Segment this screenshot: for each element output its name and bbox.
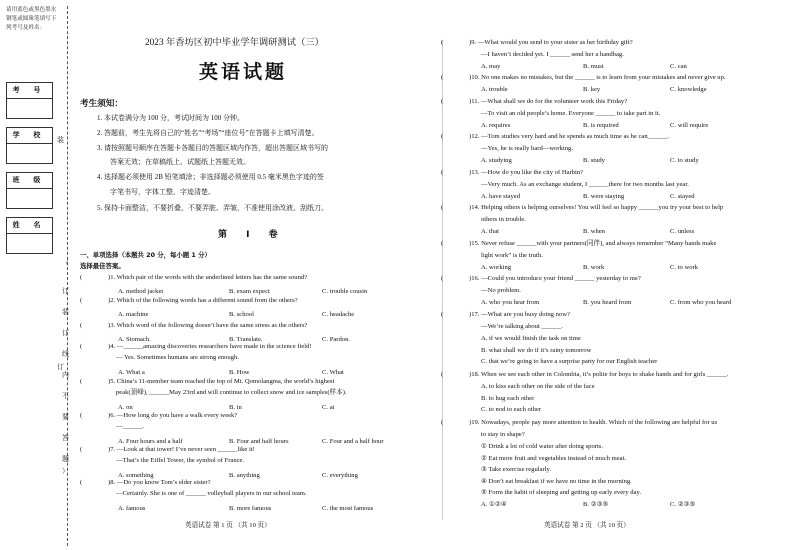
answer-option: B. is required bbox=[583, 122, 619, 129]
answer-bracket: ( bbox=[80, 378, 83, 385]
question-text: )18. When we see each other in Colombia, it’s polite for boys to shake hands and for girls ______. bbox=[469, 371, 729, 378]
answer-option: B. were staying bbox=[583, 193, 625, 200]
question-text: )16. —Could you introduce your friend ______ yesterday to me? bbox=[469, 275, 641, 282]
question-text: )15. Never refuse ______with your partners(同伴), and always remember “Many hands make bbox=[469, 240, 717, 247]
answer-bracket: ( bbox=[441, 204, 444, 211]
answer-bracket: ( bbox=[441, 98, 444, 105]
answer-option: C. to study bbox=[670, 157, 699, 164]
answer-option: C. to work bbox=[670, 264, 699, 271]
answer-option: A. famous bbox=[118, 505, 146, 512]
notice-heading: 考生须知： bbox=[80, 99, 123, 109]
answer-option: B. more famous bbox=[229, 505, 272, 512]
question-text: )14. Helping others is helping ourselves! You will feel so happy ______you try your best to help bbox=[469, 204, 724, 211]
binding-char: 订 bbox=[62, 287, 69, 295]
question-text: )5. China’s 11-member team reached the top of Mt. Qomolangma, the world’s highest bbox=[108, 378, 335, 385]
answer-option: C. Pardon. bbox=[322, 336, 351, 343]
answer-option: A. who you hear from bbox=[481, 299, 540, 306]
name-label: 姓 名 bbox=[7, 218, 52, 234]
part1-instruction: 选择最佳答案。 bbox=[80, 262, 125, 270]
answer-bracket: ( bbox=[80, 322, 83, 329]
question-subtext: peak(顶峰), ______May 23rd and will continue to collect snow and ice samples(样本). bbox=[116, 389, 347, 396]
exam-number-label: 考 号 bbox=[7, 83, 52, 99]
answer-option: C. from who you heard bbox=[670, 299, 732, 306]
answer-option: B. school bbox=[229, 311, 254, 318]
subject-title: 英语试题 bbox=[199, 61, 288, 83]
notice-item-3b: 答案无效；在草稿纸上、试题纸上答题无效。 bbox=[110, 158, 250, 166]
notice-item-4: 4. 选择题必须使用 2B 铅笔填涂；非选择题必须使用 0.5 毫米黑色字迹的签 bbox=[97, 173, 324, 181]
binding-char: 答 bbox=[62, 434, 69, 442]
question-text: )3. Which word of the following doesn’t have the same stress as the others? bbox=[108, 322, 308, 329]
answer-option: B. in bbox=[229, 404, 242, 411]
answer-option: B. Four and half hours bbox=[229, 438, 289, 445]
answer-option: ② Eat more fruit and vegetables instead of much meat. bbox=[481, 454, 627, 462]
answer-option: A. may bbox=[481, 63, 501, 70]
answer-option: C. at bbox=[322, 404, 335, 411]
answer-option: B. anything bbox=[229, 472, 260, 479]
answer-option: A. to kiss each other on the side of the face bbox=[481, 383, 595, 390]
answer-option: C. What bbox=[322, 369, 344, 376]
answer-bracket: ( bbox=[441, 371, 444, 378]
binding-char: 装 bbox=[62, 308, 69, 316]
answer-option: B. How bbox=[229, 369, 250, 376]
answer-option: C. ②③⑤ bbox=[670, 501, 696, 508]
answer-option: ① Drink a lot of cold water after doing sports. bbox=[481, 443, 604, 450]
answer-option: A. machine bbox=[118, 311, 149, 318]
question-subtext: —To visit an old people’s home. Everyone ______ to take part in it. bbox=[481, 110, 661, 117]
answer-option: B. key bbox=[583, 86, 601, 93]
binding-mark-1: 装 bbox=[57, 136, 64, 144]
answer-option: B. ②③⑤ bbox=[583, 501, 609, 508]
answer-bracket: ( bbox=[441, 240, 444, 247]
question-text: )19. Nowadays, people pay more attention to health. Which of the following are helpful for us bbox=[469, 419, 718, 426]
answer-bracket: ( bbox=[441, 311, 444, 318]
binding-char: 线 bbox=[62, 350, 69, 358]
answer-option: ④ Don’t eat breakfast if we have no time in the morning. bbox=[481, 477, 632, 485]
answer-option: A. Stomach. bbox=[118, 336, 151, 343]
notice-item-5: 5. 保持卡面整洁，不要折叠、不要弄脏、弄皱，不准使用涂改液、刮纸刀。 bbox=[97, 204, 328, 212]
question-subtext: light work” is the truth. bbox=[481, 252, 543, 259]
question-text: )10. No one makes no mistakes, but the ______ is to learn from your mistakes and never give up. bbox=[469, 74, 726, 81]
question-subtext: —Very much. As an exchange student, I ______there for two months last year. bbox=[481, 181, 689, 188]
question-subtext: to stay in shape? bbox=[481, 431, 525, 438]
answer-option: B. exam expect bbox=[229, 288, 270, 295]
answer-option: B. work bbox=[583, 264, 605, 271]
answer-option: C. Four and a half hour bbox=[322, 438, 384, 445]
footer-right: 英语试卷 第 2 页 （共 10 页） bbox=[544, 522, 630, 529]
binding-note: 请用蓝色或黑色墨水钢笔或圆珠笔填写下列考号及姓名： bbox=[6, 7, 57, 31]
answer-option: A. something bbox=[118, 472, 154, 479]
answer-option: B. what shall we do if it’s rainy tomorrow bbox=[481, 346, 592, 354]
question-text: )1. Which pair of the words with the underlined letters has the same sound? bbox=[108, 274, 308, 281]
answer-option: C. to nod to each other bbox=[481, 406, 542, 414]
answer-option: A. on bbox=[118, 404, 133, 411]
question-subtext: —Certainly. She is one of ______ volleyball players in our school team. bbox=[116, 490, 307, 497]
answer-bracket: ( bbox=[441, 419, 444, 426]
class-label: 班 级 bbox=[7, 173, 52, 189]
answer-option: A. if we would finish the task on time bbox=[481, 335, 581, 342]
binding-char: 订 bbox=[62, 329, 69, 337]
answer-option: C. will require bbox=[670, 122, 709, 129]
answer-option: A. studying bbox=[481, 157, 512, 164]
answer-option: A. ①②④ bbox=[481, 501, 507, 508]
answer-option: B. study bbox=[583, 157, 605, 164]
question-subtext: —No problem. bbox=[481, 287, 521, 294]
answer-option: A. requires bbox=[481, 122, 511, 129]
binding-char: ） bbox=[62, 467, 69, 475]
school-label: 学 校 bbox=[7, 128, 52, 144]
answer-option: C. knowledge bbox=[670, 86, 707, 93]
question-text: )7. —Look at that tower! I’ve never seen ______like it! bbox=[108, 446, 255, 453]
binding-char: 要 bbox=[62, 413, 69, 421]
notice-item-4b: 字笔书写，字体工整、字迹清楚。 bbox=[110, 188, 215, 196]
answer-option: A. that bbox=[481, 228, 499, 235]
answer-option: A. have stayed bbox=[481, 193, 520, 200]
binding-dashed-line bbox=[67, 6, 68, 546]
question-subtext: —That’s the Eiffel Tower, the symbol of France. bbox=[116, 457, 245, 464]
answer-bracket: ( bbox=[80, 274, 83, 281]
answer-option: C. trouble cousin bbox=[322, 288, 368, 295]
answer-option: C. everything bbox=[322, 472, 358, 479]
notice-item-1: 1. 本试卷满分为 100 分，考试时间为 100 分钟。 bbox=[97, 114, 244, 122]
binding-char: 不 bbox=[62, 392, 69, 400]
notice-item-2: 2. 答题前，考生先将自己的“姓名”“考场”“座位号”在答题卡上填写清楚。 bbox=[97, 129, 319, 137]
question-subtext: —______. bbox=[116, 423, 145, 430]
answer-option: C. unless bbox=[670, 228, 695, 235]
answer-option: A. method jacket bbox=[118, 288, 164, 295]
answer-option: A. What a bbox=[118, 369, 145, 376]
answer-option: B. must bbox=[583, 63, 604, 70]
answer-bracket: ( bbox=[80, 446, 83, 453]
answer-option: A. trouble bbox=[481, 86, 508, 93]
school-box bbox=[6, 127, 53, 164]
question-text: )12. —Tom studies very hard and he spends as much time as he can______. bbox=[469, 133, 670, 140]
binding-mark-2: 订 bbox=[57, 363, 64, 371]
question-text: )8. —Do you know Tom’s elder sister? bbox=[108, 479, 211, 486]
answer-bracket: ( bbox=[441, 275, 444, 282]
exam-title: 2023 年香坊区初中毕业学年调研测试（三） bbox=[145, 38, 324, 48]
question-subtext: —Yes, he is really hard—working. bbox=[481, 145, 573, 152]
answer-option: ③ Take exercise regularly. bbox=[481, 466, 552, 474]
answer-option: B. when bbox=[583, 228, 605, 235]
binding-char: （ bbox=[62, 259, 69, 267]
answer-option: ⑤ Form the habit of sleeping and getting up early every day. bbox=[481, 489, 642, 497]
part1-heading: 一、单项选择（本题共 20 分，每小题 1 分） bbox=[80, 251, 211, 259]
question-subtext: —I haven’t decided yet. I ______ send her a handbag. bbox=[481, 51, 624, 58]
question-text: )6. —How long do you have a walk every week? bbox=[108, 412, 238, 419]
answer-bracket: ( bbox=[441, 133, 444, 140]
volume-heading: 第 Ⅰ 卷 bbox=[218, 230, 286, 240]
notice-item-3: 3. 请按照题号顺序在答题卡各题目的答题区域内作答，超出答题区域书写的 bbox=[97, 144, 328, 152]
name-box bbox=[6, 217, 53, 254]
question-text: )4. —______amazing discoveries researchers have made in the science field! bbox=[108, 343, 312, 350]
answer-option: C. can bbox=[670, 63, 687, 70]
binding-char: 内 bbox=[62, 371, 69, 379]
answer-bracket: ( bbox=[441, 169, 444, 176]
question-text: )9. —What would you send to your sister as her birthday gift? bbox=[469, 39, 633, 46]
answer-bracket: ( bbox=[80, 412, 83, 419]
question-subtext: — Yes. Sometimes humans are strong enough. bbox=[116, 354, 239, 361]
class-box bbox=[6, 172, 53, 209]
answer-bracket: ( bbox=[80, 343, 83, 350]
answer-option: A. working bbox=[481, 264, 512, 271]
question-text: )13. —How do you like the city of Harbin? bbox=[469, 169, 584, 176]
answer-option: C. the most famous bbox=[322, 505, 374, 512]
answer-option: C. stayed bbox=[670, 193, 695, 200]
answer-option: C. that we’re going to have a surprise party for our English teacher bbox=[481, 358, 658, 366]
answer-option: B. Translate. bbox=[229, 336, 263, 343]
answer-option: B. to hug each other bbox=[481, 394, 535, 402]
footer-left: 英语试卷 第 1 页 （共 10 页） bbox=[185, 522, 271, 529]
exam-number-box bbox=[6, 82, 53, 119]
question-text: )2. Which of the following words has a different sound from the others? bbox=[108, 297, 298, 304]
question-subtext: —We’re talking about ______. bbox=[481, 323, 563, 330]
answer-bracket: ( bbox=[441, 74, 444, 81]
answer-option: B. you heard from bbox=[583, 299, 632, 306]
answer-bracket: ( bbox=[80, 479, 83, 486]
answer-bracket: ( bbox=[441, 39, 444, 46]
binding-char: 题 bbox=[62, 455, 69, 463]
answer-bracket: ( bbox=[80, 297, 83, 304]
question-text: )11. —What shall we do for the volunteer work this Friday? bbox=[469, 98, 628, 105]
answer-option: C. headache bbox=[322, 311, 355, 318]
question-subtext: others in trouble. bbox=[481, 216, 526, 223]
question-text: )17. —What are you busy doing now? bbox=[469, 311, 570, 318]
answer-option: A. Four hours and a half bbox=[118, 438, 183, 445]
